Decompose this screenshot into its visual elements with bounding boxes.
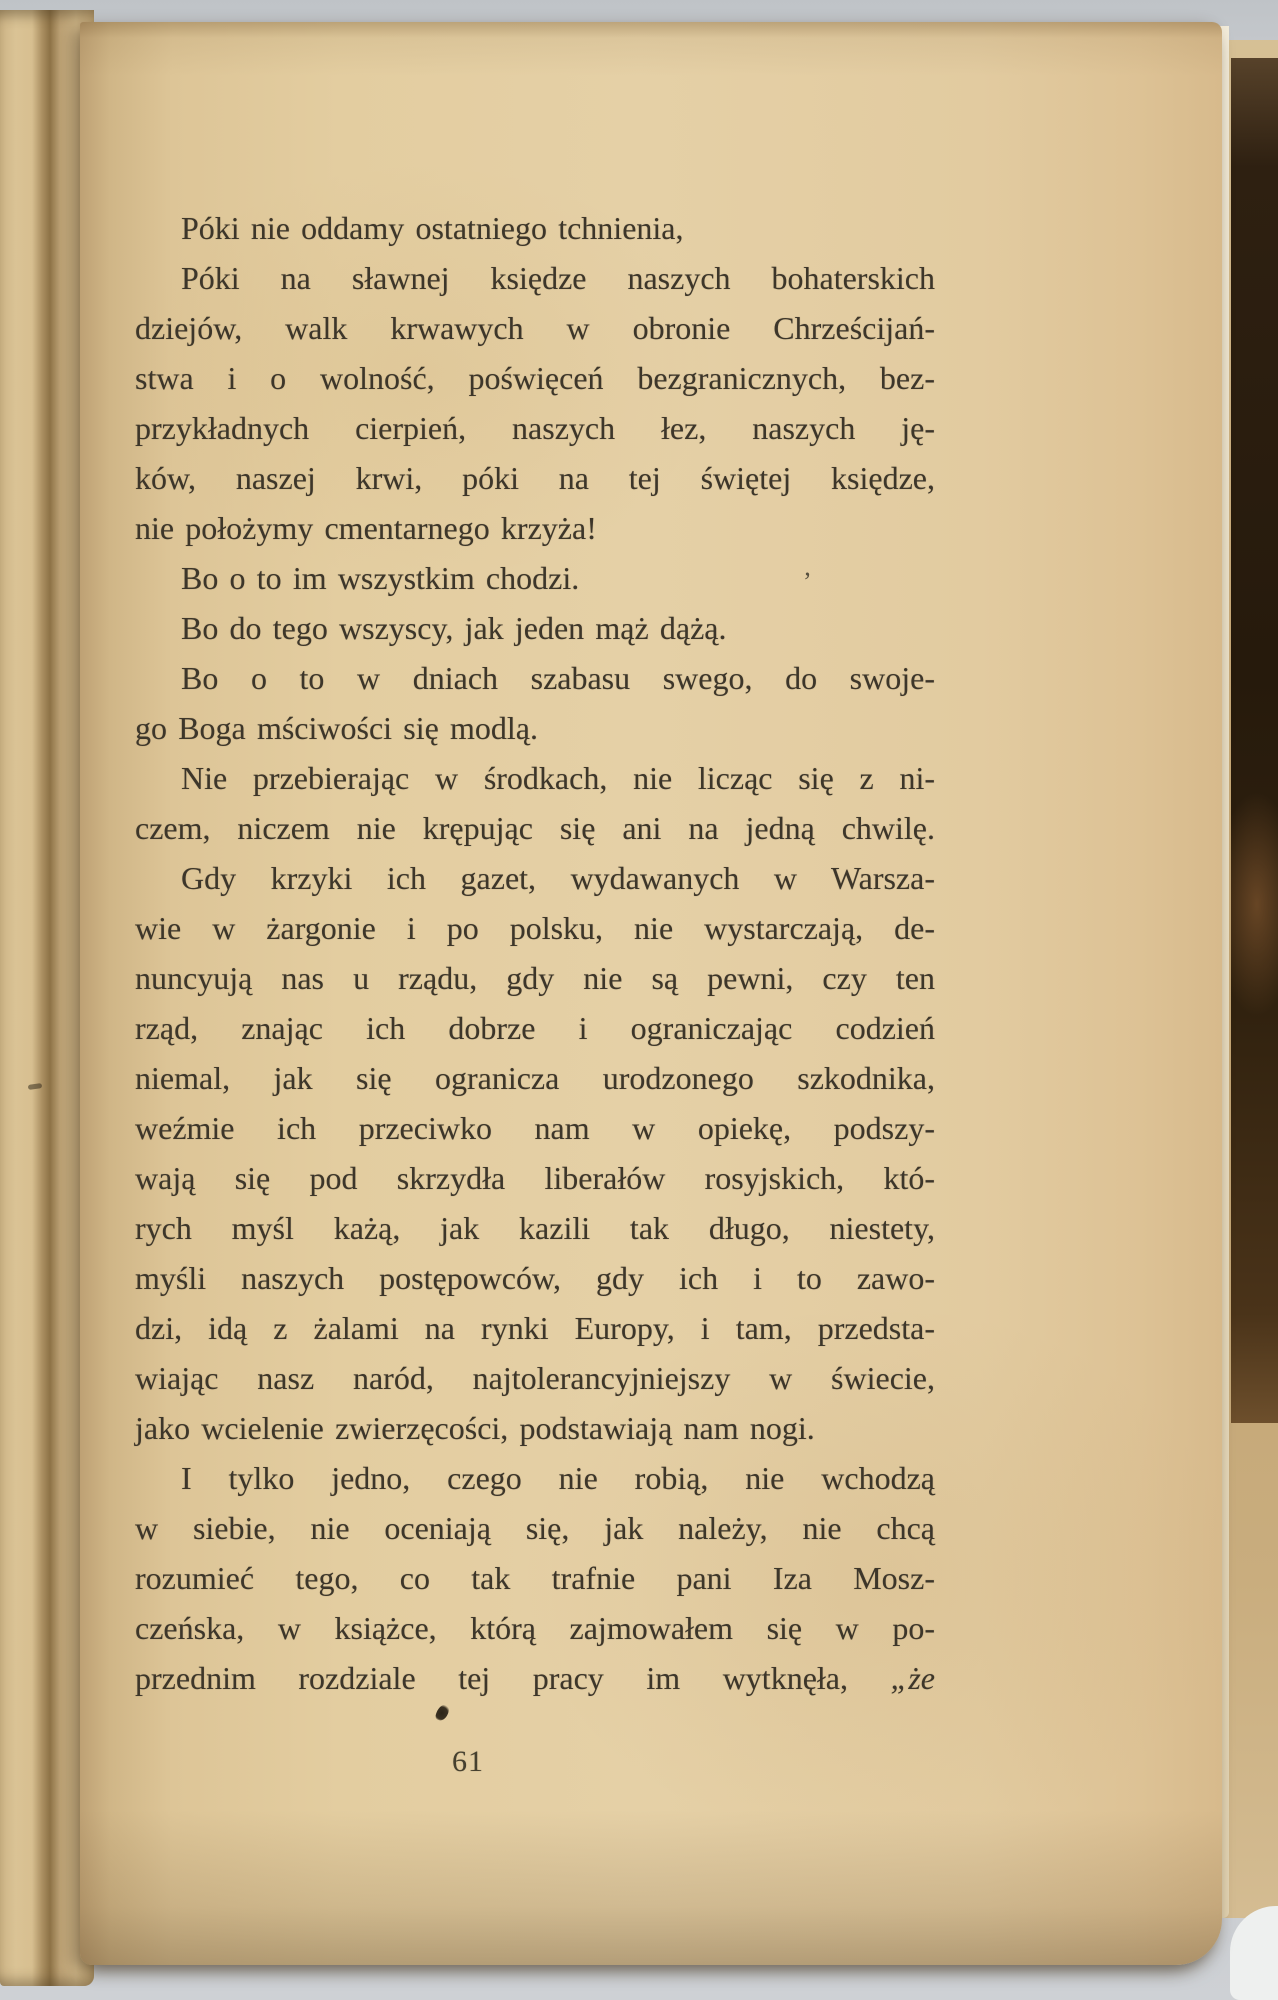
ink-smudge-mark xyxy=(434,1703,451,1723)
text-line-content: Bo do tego wszyscy, jak jeden mąż dążą. xyxy=(181,610,727,646)
text-line xyxy=(135,1453,935,1503)
scanner-background-corner xyxy=(1230,1906,1278,2000)
text-line-content: wają się pod skrzydła liberałów rosyjskich, któ- xyxy=(135,1160,935,1196)
text-line xyxy=(135,353,935,403)
text-line-content: przykładnych cierpień, naszych łez, naszych ję- xyxy=(135,410,935,446)
text-line-content: nuncyują nas u rządu, gdy nie są pewni, czy ten xyxy=(135,960,935,996)
text-line xyxy=(135,503,935,553)
text-line-content: I tylko jedno, czego nie robią, nie wchodzą xyxy=(181,1460,935,1496)
text-line-content: rząd, znając ich dobrze i ograniczając codzień xyxy=(135,1010,935,1046)
text-line xyxy=(135,1003,935,1053)
text-line xyxy=(135,653,935,703)
text-line-content: w siebie, nie oceniają się, jak należy, nie chcą xyxy=(135,1510,935,1546)
book-fore-edge-shadow xyxy=(1231,58,1278,1423)
text-line xyxy=(135,703,935,753)
text-line-content: wiając nasz naród, najtolerancyjniejszy w świecie, xyxy=(135,1360,935,1396)
text-line xyxy=(135,953,935,1003)
text-line xyxy=(135,1153,935,1203)
text-line-content: Póki na sławnej księdze naszych bohaterskich xyxy=(181,260,935,296)
text-line xyxy=(135,303,935,353)
text-line xyxy=(135,553,935,603)
text-line xyxy=(135,803,935,853)
text-line xyxy=(135,1653,935,1703)
text-line-content: dziejów, walk krwawych w obronie Chrześcijań- xyxy=(135,310,935,346)
text-line xyxy=(135,603,935,653)
text-line xyxy=(135,1103,935,1153)
text-line-content: Póki nie oddamy ostatniego tchnienia, xyxy=(181,210,684,246)
text-line xyxy=(135,453,935,503)
text-line-content: go Boga mściwości się modlą. xyxy=(135,710,538,746)
text-line xyxy=(135,1253,935,1303)
text-line-content: nie położymy cmentarnego krzyża! xyxy=(135,510,597,546)
text-line-content: stwa i o wolność, poświęceń bezgranicznych, bez- xyxy=(135,360,935,396)
text-block xyxy=(135,203,935,1703)
text-line-content: weźmie ich przeciwko nam w opiekę, podszy- xyxy=(135,1110,935,1146)
stray-quote-mark: ’ xyxy=(803,567,812,596)
text-line-content: przednim rozdziale tej pracy im wytknęła, xyxy=(135,1660,891,1696)
text-line-content: rych myśl każą, jak kazili tak długo, niestety, xyxy=(135,1210,935,1246)
text-line-content: czem, niczem nie krępując się ani na jedną chwilę. xyxy=(135,810,935,846)
text-line xyxy=(135,903,935,953)
text-line-content: rozumieć tego, co tak trafnie pani Iza Mosz- xyxy=(135,1560,935,1596)
text-line xyxy=(135,1353,935,1403)
text-line-content: myśli naszych postępowców, gdy ich i to zawo- xyxy=(135,1260,935,1296)
text-line-content: ków, naszej krwi, póki na tej świętej księdze, xyxy=(135,460,935,496)
text-line xyxy=(135,753,935,803)
text-line xyxy=(135,203,935,253)
text-line-content: jako wcielenie zwierzęcości, podstawiają nam nogi. xyxy=(135,1410,815,1446)
text-line xyxy=(135,1203,935,1253)
book-page xyxy=(80,22,1222,1965)
quoted-word-emphasis: „że xyxy=(890,1660,935,1696)
text-line xyxy=(135,1403,935,1453)
text-line-content: dzi, idą z żalami na rynki Europy, i tam, przedsta- xyxy=(135,1310,935,1346)
text-line-content: niemal, jak się ogranicza urodzonego szkodnika, xyxy=(135,1060,935,1096)
text-line xyxy=(135,1603,935,1653)
page-number: 61 xyxy=(452,1745,484,1778)
text-line-content: wie w żargonie i po polsku, nie wystarczają, de- xyxy=(135,910,935,946)
text-line xyxy=(135,853,935,903)
text-line xyxy=(135,1053,935,1103)
text-line-content: Nie przebierając w środkach, nie licząc się z ni- xyxy=(181,760,935,796)
text-line-content: Gdy krzyki ich gazet, wydawanych w Warsza- xyxy=(181,860,935,896)
text-line-content: czeńska, w książce, którą zajmowałem się w po- xyxy=(135,1610,935,1646)
text-line xyxy=(135,403,935,453)
text-line xyxy=(135,1553,935,1603)
text-line-content: Bo o to im wszystkim chodzi. xyxy=(181,560,580,596)
text-line-content: Bo o to w dniach szabasu swego, do swoje- xyxy=(181,660,935,696)
text-line xyxy=(135,1503,935,1553)
text-line xyxy=(135,1303,935,1353)
text-line xyxy=(135,253,935,303)
